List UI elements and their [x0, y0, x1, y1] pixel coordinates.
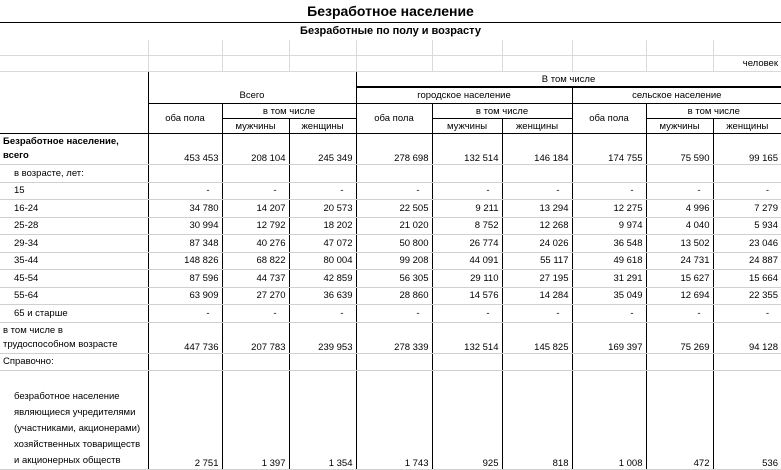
table-cell: 15 664: [713, 270, 781, 288]
table-cell: 14 284: [502, 287, 572, 305]
table-row: [0, 182, 781, 200]
row-label: Безработное население, всего: [0, 134, 148, 165]
table-cell: 24 026: [502, 235, 572, 253]
table-cell: 63 909: [148, 287, 222, 305]
table-cell: -: [148, 182, 222, 200]
table-cell: 12 694: [646, 287, 713, 305]
table-cell: 99 208: [356, 252, 432, 270]
table-cell: 23 046: [713, 235, 781, 253]
table-cell: 146 184: [502, 134, 572, 165]
row-label-line: в том числе в: [3, 324, 63, 336]
table-cell: 472: [646, 371, 713, 470]
table-cell: -: [572, 182, 646, 200]
header-total-both: оба пола: [148, 104, 222, 134]
table-cell: 99 165: [713, 134, 781, 165]
row-label: 35-44: [0, 252, 148, 270]
table-cell: -: [289, 305, 356, 323]
table-cell: 148 826: [148, 252, 222, 270]
row-label: 25-28: [0, 217, 148, 235]
table-cell: -: [502, 182, 572, 200]
row-label: Справочно:: [0, 353, 148, 371]
units-row: [0, 56, 781, 72]
table-cell: 12 268: [502, 217, 572, 235]
header-urban-women: женщины: [502, 119, 572, 134]
table-cell: 14 207: [222, 200, 289, 218]
table-cell: 50 800: [356, 235, 432, 253]
table-cell: -: [646, 182, 713, 200]
table-cell: -: [713, 182, 781, 200]
table-row: [0, 322, 781, 353]
header-corner: [0, 72, 148, 134]
table-cell: 24 731: [646, 252, 713, 270]
table-cell: 239 953: [289, 322, 356, 353]
table-cell: 87 596: [148, 270, 222, 288]
table-cell: 22 505: [356, 200, 432, 218]
row-label-line: трудоспособном возрасте: [3, 338, 118, 350]
table-cell: 80 004: [289, 252, 356, 270]
table-cell: 36 639: [289, 287, 356, 305]
page-title: Безработное население: [0, 0, 781, 23]
table-cell: 4 996: [646, 200, 713, 218]
table-cell: 47 072: [289, 235, 356, 253]
header-rural-both: оба пола: [572, 104, 646, 134]
table-cell: -: [356, 182, 432, 200]
table-cell: 278 339: [356, 322, 432, 353]
table-cell: 44 091: [432, 252, 502, 270]
table-cell: -: [572, 305, 646, 323]
header-vsego: Всего: [148, 88, 356, 104]
table-cell: 174 755: [572, 134, 646, 165]
table-cell: 536: [713, 371, 781, 470]
table-cell: 94 128: [713, 322, 781, 353]
table-cell: 29 110: [432, 270, 502, 288]
table-cell: -: [502, 305, 572, 323]
table-cell: 75 269: [646, 322, 713, 353]
table-cell: -: [148, 305, 222, 323]
table-cell: 207 783: [222, 322, 289, 353]
table-cell: 453 453: [148, 134, 222, 165]
table-row: [0, 235, 781, 253]
table-cell: 49 618: [572, 252, 646, 270]
table-cell: 8 752: [432, 217, 502, 235]
empty-grid-row: [0, 40, 781, 56]
table-cell: 18 202: [289, 217, 356, 235]
row-label: безработное население являющиеся учредителями (участниками, акционерами) хозяйственных товариществ и акционерных обществ: [0, 371, 148, 470]
table-cell: -: [432, 305, 502, 323]
table-cell: -: [432, 182, 502, 200]
row-label: [0, 322, 148, 353]
table-cell: -: [646, 305, 713, 323]
table-cell: 44 737: [222, 270, 289, 288]
table-row: [0, 200, 781, 218]
table-cell: 20 573: [289, 200, 356, 218]
table-cell: 13 502: [646, 235, 713, 253]
table-row: [0, 217, 781, 235]
table-cell: 818: [502, 371, 572, 470]
header-rural-women: женщины: [713, 119, 781, 134]
table-cell: 36 548: [572, 235, 646, 253]
header-v-tom-chisle: В том числе: [356, 72, 781, 87]
table-cell: 27 195: [502, 270, 572, 288]
table-cell: 40 276: [222, 235, 289, 253]
row-label: 15: [0, 182, 148, 200]
table-cell: 132 514: [432, 134, 502, 165]
table-cell: 9 974: [572, 217, 646, 235]
table-cell: 27 270: [222, 287, 289, 305]
table-cell: 447 736: [148, 322, 222, 353]
row-label: в возрасте, лет:: [0, 165, 148, 183]
table-cell: 12 275: [572, 200, 646, 218]
table-row: [0, 165, 781, 183]
table-cell: 1 354: [289, 371, 356, 470]
table-cell: 34 780: [148, 200, 222, 218]
table-row: [0, 134, 781, 165]
table-row: [0, 252, 781, 270]
header-selo: сельское население: [572, 88, 781, 104]
table-cell: 24 887: [713, 252, 781, 270]
table-cell: 75 590: [646, 134, 713, 165]
table-cell: 169 397: [572, 322, 646, 353]
table-cell: 925: [432, 371, 502, 470]
table-cell: 7 279: [713, 200, 781, 218]
header-rural-incl: в том числе: [646, 104, 781, 119]
table-cell: -: [356, 305, 432, 323]
table-cell: 208 104: [222, 134, 289, 165]
page-subtitle: Безработные по полу и возрасту: [300, 25, 481, 37]
table-cell: 14 576: [432, 287, 502, 305]
table-cell: 56 305: [356, 270, 432, 288]
table-cell: 245 349: [289, 134, 356, 165]
table-cell: 21 020: [356, 217, 432, 235]
table-cell: 15 627: [646, 270, 713, 288]
table-cell: 87 348: [148, 235, 222, 253]
row-label: 45-54: [0, 270, 148, 288]
table-cell: 2 751: [148, 371, 222, 470]
header-gorod: городское население: [356, 88, 572, 104]
table-cell: 132 514: [432, 322, 502, 353]
table-cell: 12 792: [222, 217, 289, 235]
table-cell: 13 294: [502, 200, 572, 218]
table-row: [0, 371, 781, 470]
table-cell: 55 117: [502, 252, 572, 270]
header-urban-incl: в том числе: [432, 104, 572, 119]
table-cell: 30 994: [148, 217, 222, 235]
header-total-incl: в том числе: [222, 104, 356, 119]
table-cell: 5 934: [713, 217, 781, 235]
row-label: 65 и старше: [0, 305, 148, 323]
table-cell: 1 008: [572, 371, 646, 470]
table-cell: 31 291: [572, 270, 646, 288]
table-row: [0, 270, 781, 288]
header-rural-men: мужчины: [646, 119, 713, 134]
table-row: [0, 287, 781, 305]
table-cell: 278 698: [356, 134, 432, 165]
header-total-women: женщины: [289, 119, 356, 134]
header-total-men: мужчины: [222, 119, 289, 134]
table-row: [0, 353, 781, 371]
header-urban-both: оба пола: [356, 104, 432, 134]
table-cell: 68 822: [222, 252, 289, 270]
table-cell: 22 355: [713, 287, 781, 305]
table-cell: 35 049: [572, 287, 646, 305]
table-cell: -: [289, 182, 356, 200]
header-urban-men: мужчины: [432, 119, 502, 134]
data-table: [0, 40, 781, 470]
units-label: человек: [713, 56, 781, 72]
table-cell: -: [222, 305, 289, 323]
row-label: 29-34: [0, 235, 148, 253]
table-cell: 42 859: [289, 270, 356, 288]
row-label: 16-24: [0, 200, 148, 218]
table-cell: 9 211: [432, 200, 502, 218]
header-vsego-top: [148, 72, 356, 88]
table-cell: 26 774: [432, 235, 502, 253]
table-cell: 28 860: [356, 287, 432, 305]
row-label: 55-64: [0, 287, 148, 305]
table-row: [0, 305, 781, 323]
table-cell: 4 040: [646, 217, 713, 235]
table-cell: -: [222, 182, 289, 200]
table-cell: 145 825: [502, 322, 572, 353]
table-cell: -: [713, 305, 781, 323]
table-cell: 1 743: [356, 371, 432, 470]
table-cell: 1 397: [222, 371, 289, 470]
